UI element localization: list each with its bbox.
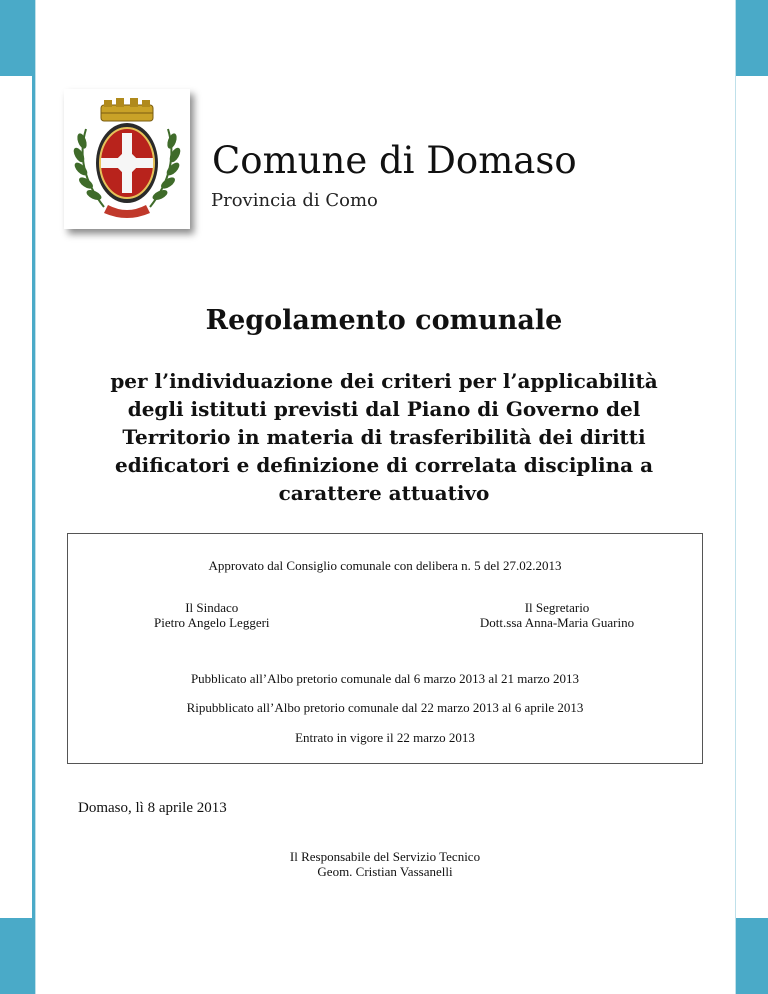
- secretary-name: Dott.ssa Anna-Maria Guarino: [479, 615, 635, 630]
- publication-text: Pubblicato all’Albo pretorio comunale dal 6 marzo 2013 al 21 marzo 2013: [190, 671, 580, 686]
- republication-text: Ripubblicato all’Albo pretorio comunale dal 22 marzo 2013 al 6 aprile 2013: [186, 700, 584, 715]
- document-subtitle-line: carattere attuativo: [278, 481, 490, 505]
- responsible-name: Geom. Cristian Vassanelli: [317, 864, 453, 879]
- approval-text: Approvato dal Consiglio comunale con delibera n. 5 del 27.02.2013: [208, 558, 562, 573]
- approval-box: [67, 533, 703, 764]
- responsible-signature-block: [240, 849, 530, 879]
- secretary-role: Il Segretario: [524, 600, 590, 615]
- mayor-signature-block: [154, 600, 270, 630]
- crown-icon: [101, 98, 153, 121]
- document-subtitle-line: degli istituti previsti dal Piano di Governo del: [127, 397, 641, 421]
- document-subtitle-line: edificatori e definizione di correlata disciplina a: [114, 453, 654, 477]
- mayor-name: Pietro Angelo Leggeri: [154, 615, 270, 630]
- mayor-role: Il Sindaco: [185, 600, 239, 615]
- municipality-title: Comune di Domaso: [212, 139, 577, 182]
- in-force-text: Entrato in vigore il 22 marzo 2013: [295, 730, 475, 745]
- document-title: Regolamento comunale: [205, 305, 563, 336]
- document-subtitle: [80, 367, 688, 507]
- province-subtitle: Provincia di Como: [211, 190, 378, 211]
- municipal-coat-of-arms-icon: [64, 89, 190, 229]
- document-subtitle-line: per l’individuazione dei criteri per l’applicabilità: [110, 369, 658, 393]
- place-date: Domaso, lì 8 aprile 2013: [78, 800, 227, 816]
- responsible-role: Il Responsabile del Servizio Tecnico: [289, 849, 481, 864]
- secretary-signature-block: [468, 600, 646, 630]
- document-subtitle-line: Territorio in materia di trasferibilità dei diritti: [122, 425, 646, 449]
